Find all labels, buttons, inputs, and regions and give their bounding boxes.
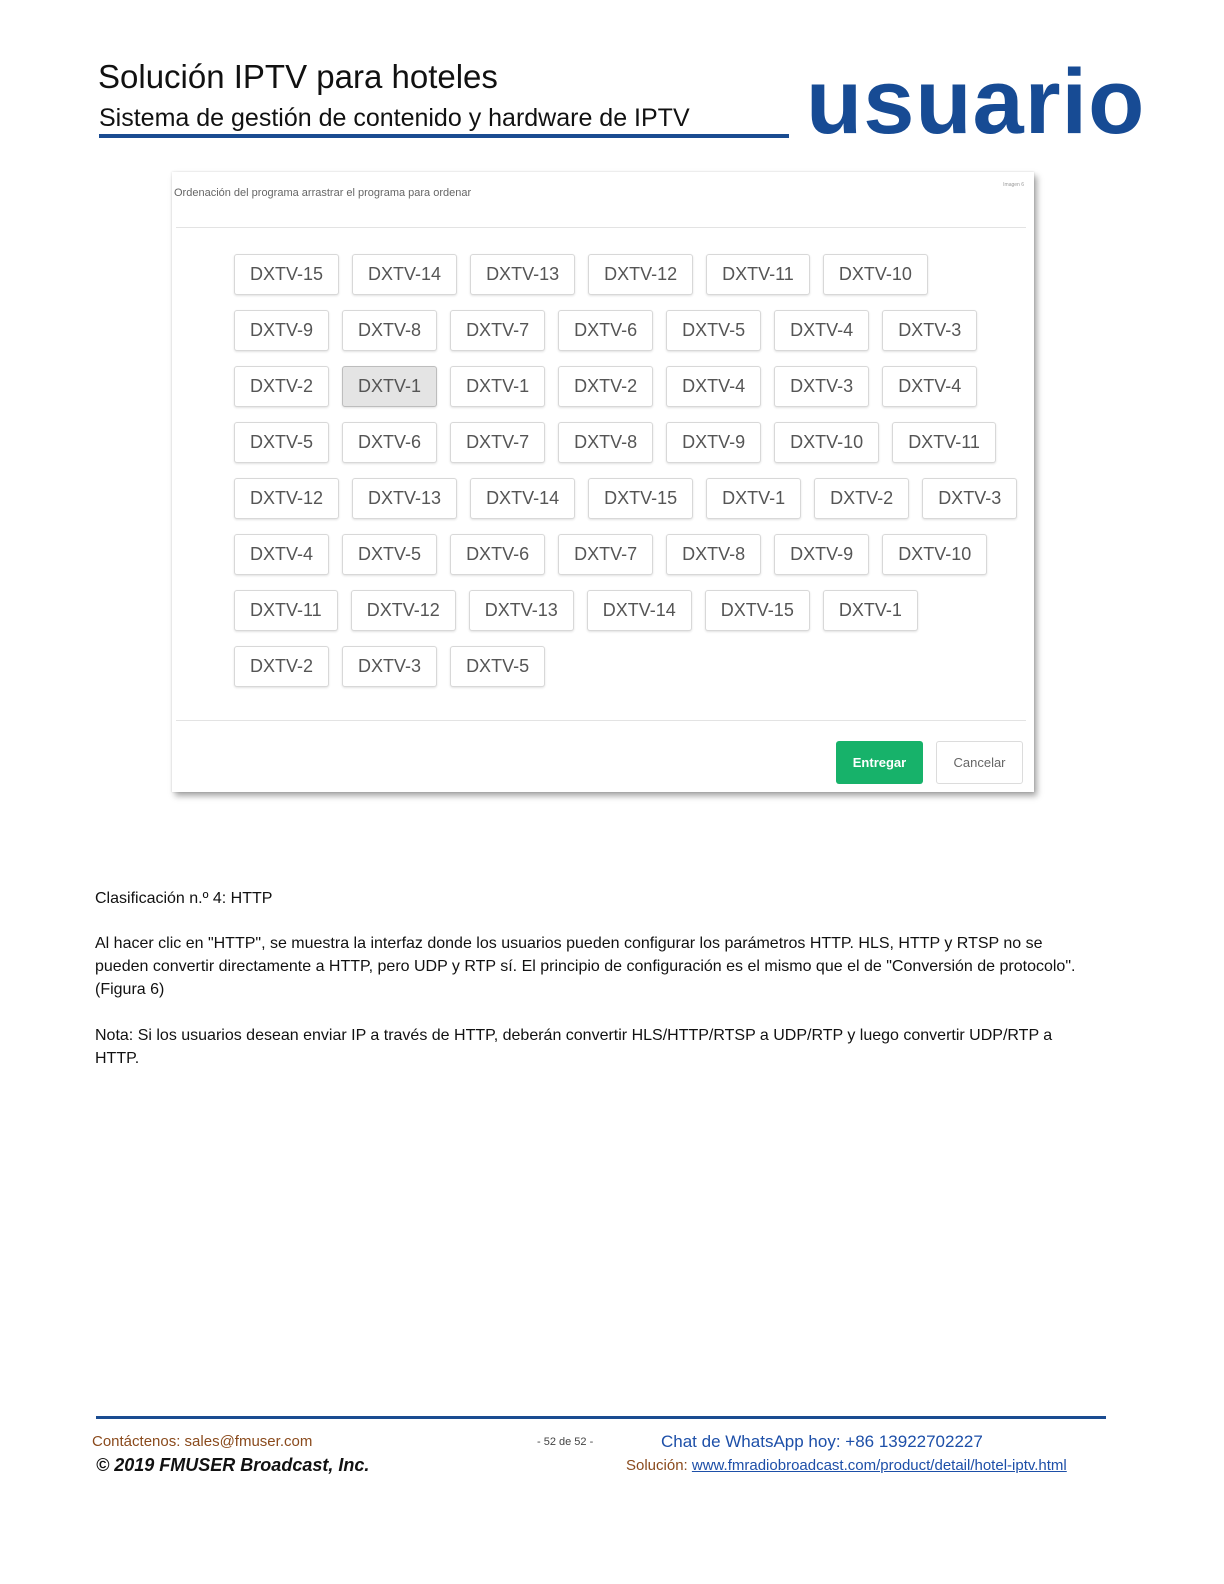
header-divider — [99, 134, 789, 138]
program-chip[interactable]: DXTV-13 — [470, 254, 575, 295]
program-chip[interactable]: DXTV-11 — [706, 254, 810, 295]
footer-divider — [96, 1416, 1106, 1419]
program-chip[interactable]: DXTV-1 — [823, 590, 918, 631]
section-heading: Clasificación n.º 4: HTTP — [95, 890, 273, 907]
program-chip[interactable]: DXTV-1 — [342, 366, 437, 407]
program-chip[interactable]: DXTV-10 — [823, 254, 928, 295]
chip-row — [234, 646, 1024, 689]
dialog-corner-label: Imagen 6 — [1003, 182, 1024, 188]
program-chip[interactable]: DXTV-3 — [774, 366, 869, 407]
document-title: Solución IPTV para hoteles — [98, 58, 498, 95]
submit-button[interactable]: Entregar — [836, 741, 923, 784]
program-chip[interactable]: DXTV-7 — [450, 422, 545, 463]
program-chip[interactable]: DXTV-8 — [342, 310, 437, 351]
program-chip[interactable]: DXTV-8 — [666, 534, 761, 575]
program-chip[interactable]: DXTV-14 — [470, 478, 575, 519]
program-chip[interactable]: DXTV-10 — [774, 422, 879, 463]
program-chip[interactable]: DXTV-3 — [882, 310, 977, 351]
chip-row — [234, 534, 1024, 577]
program-chip[interactable]: DXTV-6 — [342, 422, 437, 463]
program-chip[interactable]: DXTV-5 — [234, 422, 329, 463]
solution-label: Solución: — [626, 1457, 692, 1474]
program-chip[interactable]: DXTV-7 — [450, 310, 545, 351]
program-chip[interactable]: DXTV-4 — [666, 366, 761, 407]
solution-link[interactable]: www.fmradiobroadcast.com/product/detail/hotel-iptv.html — [691, 1457, 1067, 1474]
program-chip[interactable]: DXTV-2 — [234, 366, 329, 407]
footer-solution — [626, 1457, 1067, 1474]
program-chip[interactable]: DXTV-15 — [705, 590, 810, 631]
chip-row — [234, 310, 1024, 353]
program-chip[interactable]: DXTV-10 — [882, 534, 987, 575]
document-subtitle: Sistema de gestión de contenido y hardware de IPTV — [99, 104, 690, 132]
program-chip[interactable]: DXTV-12 — [234, 478, 339, 519]
program-chip[interactable]: DXTV-1 — [450, 366, 545, 407]
chip-row — [234, 478, 1024, 521]
dialog-divider-top — [176, 227, 1026, 228]
dialog-divider-bottom — [176, 720, 1026, 721]
chip-row — [234, 590, 1024, 633]
program-chip[interactable]: DXTV-4 — [234, 534, 329, 575]
program-chip[interactable]: DXTV-6 — [558, 310, 653, 351]
footer-copyright: © 2019 FMUSER Broadcast, Inc. — [96, 1455, 370, 1475]
paragraph-http-description: Al hacer clic en "HTTP", se muestra la interfaz donde los usuarios pueden configurar los parámetros HTTP. HLS, HTTP y RTSP no se pueden convertir directamente a HTTP, pero UDP y RTP sí. El principio de configuración es el mismo que el de "Conversión de protocolo". (Figura 6) — [95, 935, 1076, 998]
program-chip[interactable]: DXTV-12 — [588, 254, 693, 295]
program-chip[interactable]: DXTV-11 — [892, 422, 996, 463]
chip-row — [234, 422, 1024, 465]
footer-contact: Contáctenos: sales@fmuser.com — [92, 1433, 313, 1450]
program-chip[interactable]: DXTV-9 — [234, 310, 329, 351]
program-chip[interactable]: DXTV-6 — [450, 534, 545, 575]
program-chip[interactable]: DXTV-14 — [352, 254, 457, 295]
program-chip[interactable]: DXTV-4 — [882, 366, 977, 407]
program-chip[interactable]: DXTV-8 — [558, 422, 653, 463]
program-chip[interactable]: DXTV-15 — [588, 478, 693, 519]
program-chip[interactable]: DXTV-9 — [666, 422, 761, 463]
page-number: - 52 de 52 - — [537, 1436, 594, 1448]
chip-row — [234, 254, 1024, 297]
program-chip[interactable]: DXTV-13 — [469, 590, 574, 631]
program-chip[interactable]: DXTV-3 — [922, 478, 1017, 519]
program-chip[interactable]: DXTV-9 — [774, 534, 869, 575]
program-chip[interactable]: DXTV-7 — [558, 534, 653, 575]
program-chip[interactable]: DXTV-5 — [342, 534, 437, 575]
program-chip[interactable]: DXTV-1 — [706, 478, 801, 519]
paragraph-note: Nota: Si los usuarios desean enviar IP a través de HTTP, deberán convertir HLS/HTTP/RTSP a UDP/RTP y luego convertir UDP/RTP a HTTP. — [95, 1027, 1053, 1067]
program-chip[interactable]: DXTV-15 — [234, 254, 339, 295]
program-chip[interactable]: DXTV-14 — [587, 590, 692, 631]
program-chip[interactable]: DXTV-5 — [666, 310, 761, 351]
cancel-button[interactable]: Cancelar — [936, 741, 1023, 784]
program-chip[interactable]: DXTV-13 — [352, 478, 457, 519]
program-chip[interactable]: DXTV-4 — [774, 310, 869, 351]
program-chip[interactable]: DXTV-5 — [450, 646, 545, 687]
program-chip-grid — [234, 254, 1024, 702]
program-chip[interactable]: DXTV-3 — [342, 646, 437, 687]
program-chip[interactable]: DXTV-11 — [234, 590, 338, 631]
program-chip[interactable]: DXTV-2 — [558, 366, 653, 407]
program-chip[interactable]: DXTV-2 — [814, 478, 909, 519]
brand-logo: usuario — [806, 51, 1146, 153]
dialog-title: Ordenación del programa arrastrar el programa para ordenar — [174, 187, 472, 199]
program-chip[interactable]: DXTV-12 — [351, 590, 456, 631]
chip-row — [234, 366, 1024, 409]
program-chip[interactable]: DXTV-2 — [234, 646, 329, 687]
footer-whatsapp: Chat de WhatsApp hoy: +86 13922702227 — [661, 1432, 983, 1451]
program-sort-dialog — [172, 172, 1034, 792]
